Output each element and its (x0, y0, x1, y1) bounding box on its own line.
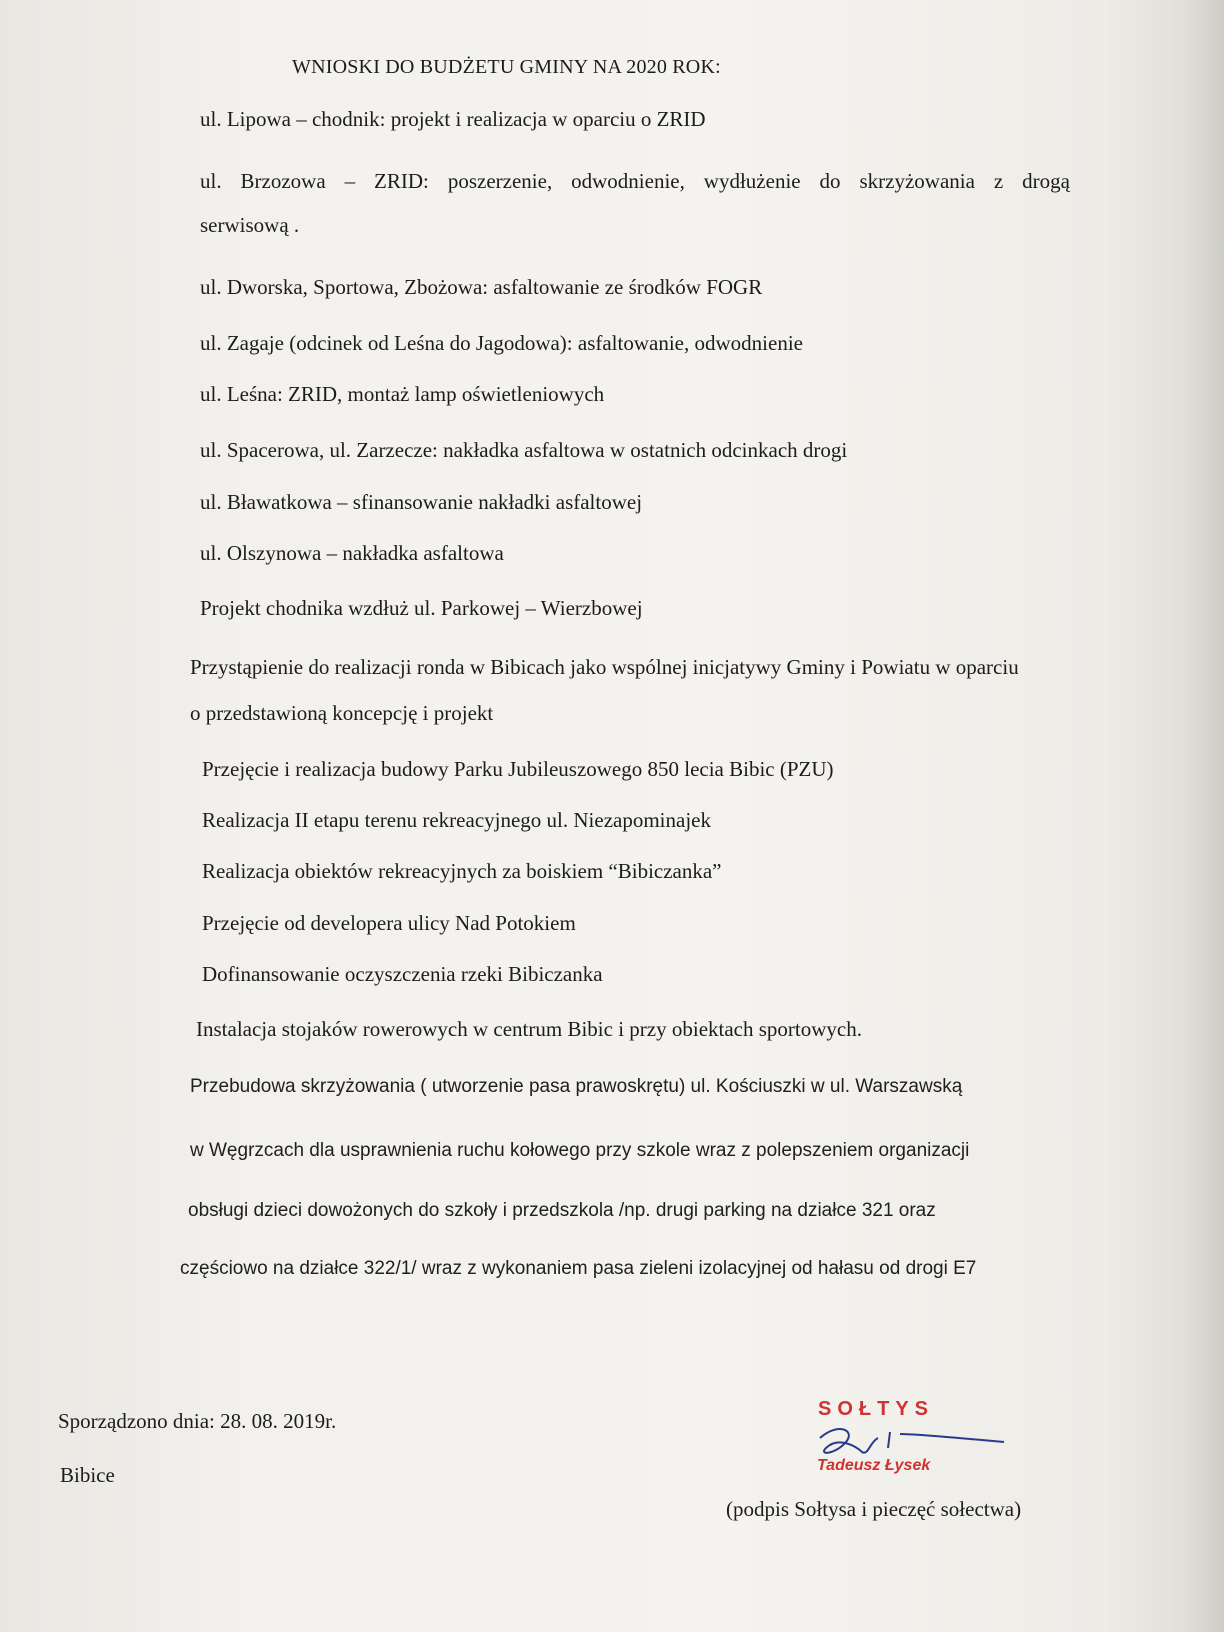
list-item: ul. Zagaje (odcinek od Leśna do Jagodowa): asfaltowanie, odwodnienie (200, 331, 803, 355)
signature-caption: (podpis Sołtysa i pieczęć sołectwa) (726, 1497, 1022, 1521)
list-item: ul. Spacerowa, ul. Zarzecze: nakładka asfaltowa w ostatnich odcinkach drogi (200, 438, 848, 462)
list-item-continuation: obsługi dzieci dowożonych do szkoły i przedszkola /np. drugi parking na działce 321 oraz (188, 1200, 936, 1221)
list-item-continuation: o przedstawioną koncepcję i projekt (190, 701, 494, 725)
list-item: Instalacja stojaków rowerowych w centrum Bibic i przy obiektach sportowych. (196, 1017, 862, 1041)
list-item: Przystąpienie do realizacji ronda w Bibicach jako wspólnej inicjatywy Gminy i Powiatu w oparciu (190, 655, 1019, 679)
list-item: ul. Olszynowa – nakładka asfaltowa (200, 541, 504, 565)
list-item: Przejęcie i realizacja budowy Parku Jubileuszowego 850 lecia Bibic (PZU) (202, 757, 834, 781)
list-item: ul. Brzozowa – ZRID: poszerzenie, odwodnienie, wydłużenie do skrzyżowania z drogą (200, 169, 1070, 193)
list-item: Dofinansowanie oczyszczenia rzeki Bibiczanka (202, 962, 603, 986)
list-item-continuation: częściowo na działce 322/1/ wraz z wykonaniem pasa zieleni izolacyjnej od hałasu od drogi E7 (180, 1258, 977, 1279)
stamp-role: SOŁTYS (818, 1398, 935, 1420)
date-line: Sporządzono dnia: 28. 08. 2019r. (58, 1409, 337, 1433)
list-item: Przebudowa skrzyżowania ( utworzenie pasa prawoskrętu) ul. Kościuszki w ul. Warszawską (190, 1076, 963, 1097)
list-item: ul. Lipowa – chodnik: projekt i realizacja w oparciu o ZRID (200, 107, 706, 131)
list-item: Realizacja II etapu terenu rekreacyjnego ul. Niezapominajek (202, 808, 711, 832)
document-title: WNIOSKI DO BUDŻETU GMINY NA 2020 ROK: (292, 56, 721, 78)
stamp-name: Tadeusz Łysek (817, 1457, 931, 1474)
list-item: Projekt chodnika wzdłuż ul. Parkowej – Wierzbowej (200, 596, 643, 620)
list-item: Przejęcie od developera ulicy Nad Potokiem (202, 911, 576, 935)
place-line: Bibice (60, 1463, 115, 1487)
list-item: ul. Bławatkowa – sfinansowanie nakładki asfaltowej (200, 490, 643, 514)
list-item: ul. Dworska, Sportowa, Zbożowa: asfaltowanie ze środków FOGR (200, 275, 763, 299)
list-item-continuation: serwisową . (200, 213, 300, 237)
page-shadow (1184, 0, 1224, 1632)
list-item-continuation: w Węgrzcach dla usprawnienia ruchu kołowego przy szkole wraz z polepszeniem organizacji (190, 1140, 970, 1161)
list-item: ul. Leśna: ZRID, montaż lamp oświetleniowych (200, 382, 605, 406)
list-item: Realizacja obiektów rekreacyjnych za boiskiem “Bibiczanka” (202, 859, 722, 883)
